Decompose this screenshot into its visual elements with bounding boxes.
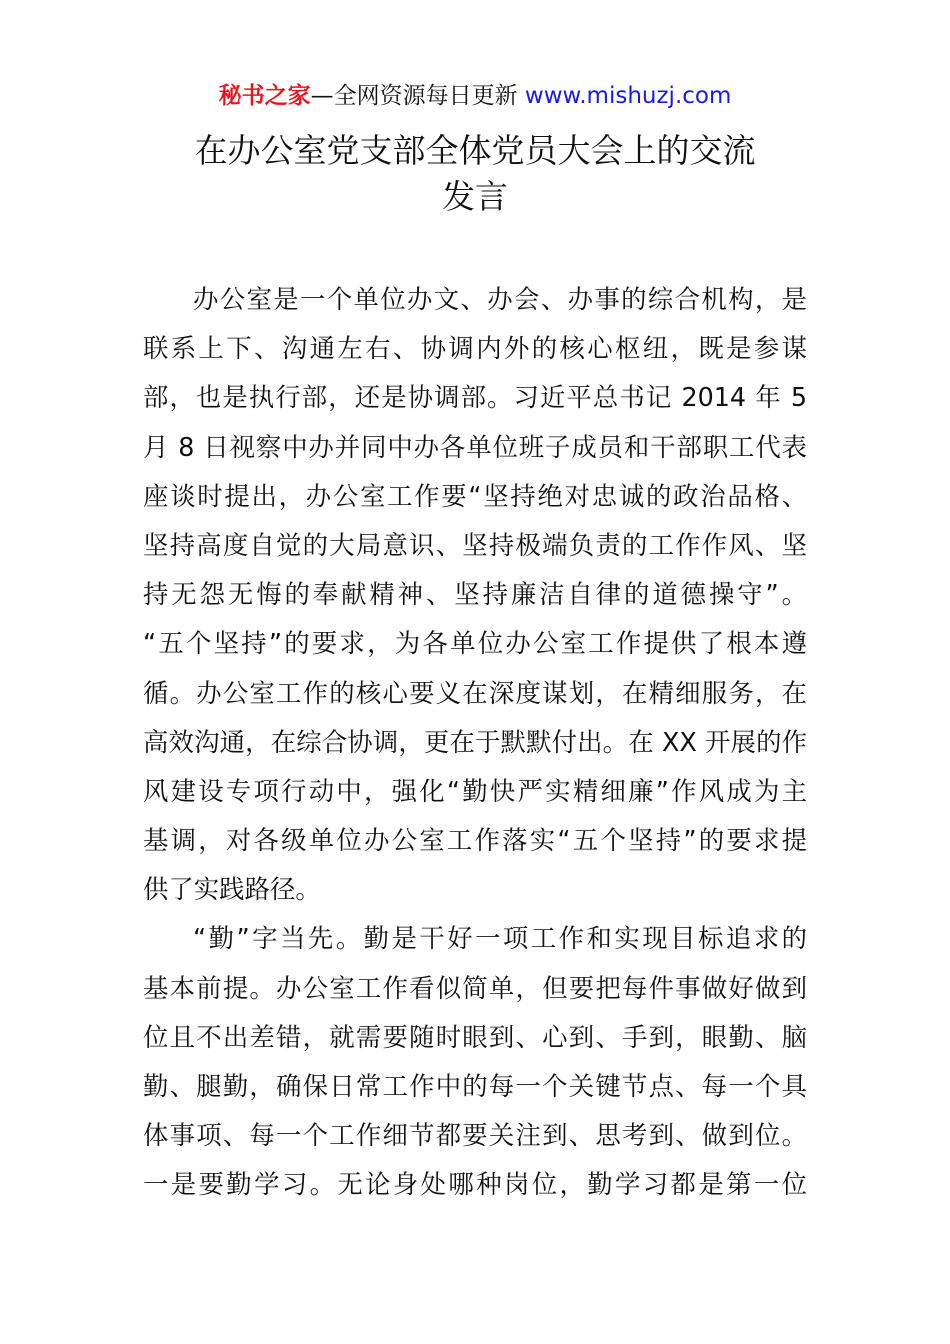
text-line: 月 8 日视察中办并同中办各单位班子成员和干部职工代表 xyxy=(143,431,807,462)
text-line: 办公室是一个单位办文、办会、办事的综合机构，是 xyxy=(193,284,807,314)
text-line: 一是要勤学习。无论身处哪种岗位，勤学习都是第一位 xyxy=(143,1169,807,1200)
text-line: 部，也是执行部，还是协调部。习近平总书记 2014 年 5 xyxy=(143,382,807,413)
text-line: 供了实践路径。 xyxy=(143,874,321,905)
text-line: 持无怨无悔的奉献精神、坚持廉洁自律的道德操守”。 xyxy=(143,579,807,610)
document-title xyxy=(100,128,850,220)
site-url-link[interactable]: www.mishuzj.com xyxy=(524,83,732,109)
text-line: 座谈时提出，办公室工作要“坚持绝对忠诚的政治品格、 xyxy=(143,480,807,511)
header-tagline: —全网资源每日更新 xyxy=(310,83,518,109)
text-line: 联系上下、沟通左右、协调内外的核心枢纽，既是参谋 xyxy=(143,333,807,364)
text-line: 基调，对各级单位办公室工作落实“五个坚持”的要求提 xyxy=(143,825,807,856)
text-line: 勤、腿勤，确保日常工作中的每一个关键节点、每一个具 xyxy=(143,1071,807,1101)
text-line: 位且不出差错，就需要随时眼到、心到、手到，眼勤、脑 xyxy=(143,1021,807,1052)
text-line: “勤”字当先。勤是干好一项工作和实现目标追求的 xyxy=(193,923,807,954)
text-line: 体事项、每一个工作细节都要关注到、思考到、做到位。 xyxy=(143,1120,807,1151)
document-body xyxy=(143,275,807,1210)
text-line: 坚持高度自觉的大局意识、坚持极端负责的工作作风、坚 xyxy=(143,529,807,560)
text-line: “五个坚持”的要求，为各单位办公室工作提供了根本遵 xyxy=(143,628,807,659)
paragraph-2 xyxy=(143,914,807,1209)
title-line-2: 发言 xyxy=(442,177,508,216)
paragraph-1 xyxy=(143,275,807,914)
brand-name: 秘书之家 xyxy=(218,83,311,109)
text-line: 高效沟通，在综合协调，更在于默默付出。在 XX 开展的作 xyxy=(143,726,807,757)
title-line-1: 在办公室党支部全体党员大会上的交流 xyxy=(194,131,756,170)
text-line: 基本前提。办公室工作看似简单，但要把每件事做好做到 xyxy=(143,972,807,1003)
text-line: 风建设专项行动中，强化“勤快严实精细廉”作风成为主 xyxy=(143,775,807,806)
text-line: 循。办公室工作的核心要义在深度谋划，在精细服务，在 xyxy=(143,677,807,708)
site-header xyxy=(0,80,950,112)
